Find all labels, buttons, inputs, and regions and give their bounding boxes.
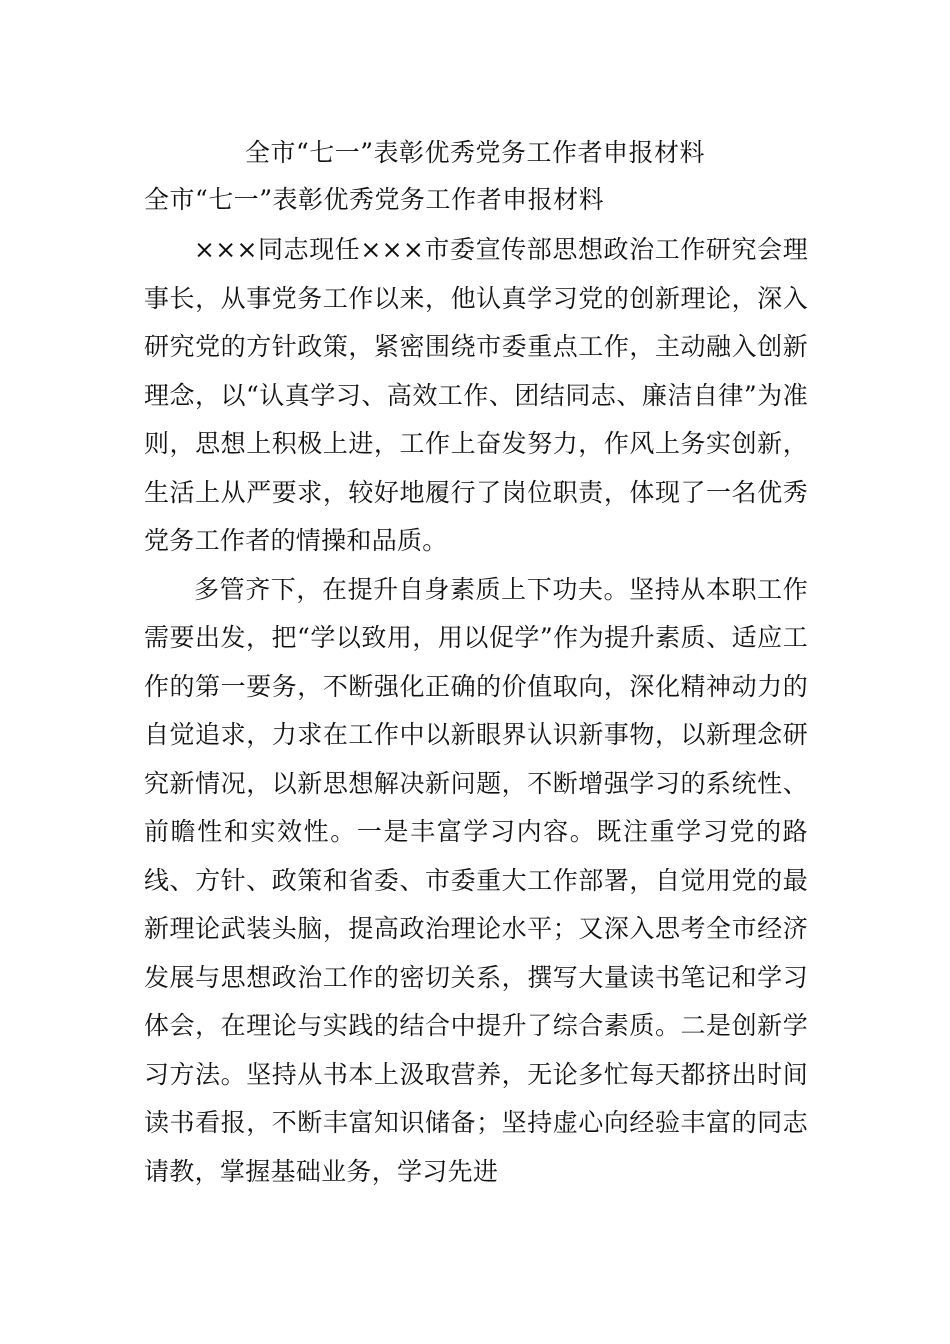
paragraph-self-improvement: 多管齐下，在提升自身素质上下功夫。坚持从本职工作需要出发，把“学以致用，用以促学”作为提升素质、适应工作的第一要务，不断强化正确的价值取向，深化精神动力的自觉追求，力求在工作中以新眼界认识新事物，以新理念研究新情况，以新思想解决新问题，不断增强学习的系统性、前瞻性和实效性。一是丰富学习内容。既注重学习党的路线、方针、政策和省委、市委重大工作部署，自觉用党的最新理论武装头脑，提高政治理论水平；又深入思考全市经济发展与思想政治工作的密切关系，撰写大量读书笔记和学习体会，在理论与实践的结合中提升了综合素质。二是创新学习方法。坚持从书本上汲取营养，无论多忙每天都挤出时间读书看报，不断丰富知识储备；坚持虚心向经验丰富的同志请教，掌握基础业务，学习先进 xyxy=(144,574,808,1186)
document-title: 全市“七一”表彰优秀党务工作者申报材料 xyxy=(244,138,706,167)
paragraph-intro: ×××同志现任×××市委宣传部思想政治工作研究会理事长，从事党务工作以来，他认真学习党的创新理论，深入研究党的方针政策，紧密围绕市委重点工作，主动融入创新理念，以“认真学习、高效工作、团结同志、廉洁自律”为准则，思想上积极上进，工作上奋发努力，作风上务实创新，生活上从严要求，较好地履行了岗位职责，体现了一名优秀党务工作者的情操和品质。 xyxy=(144,235,808,555)
document-subtitle: 全市“七一”表彰优秀党务工作者申报材料 xyxy=(144,185,605,214)
document-body xyxy=(144,226,808,1196)
